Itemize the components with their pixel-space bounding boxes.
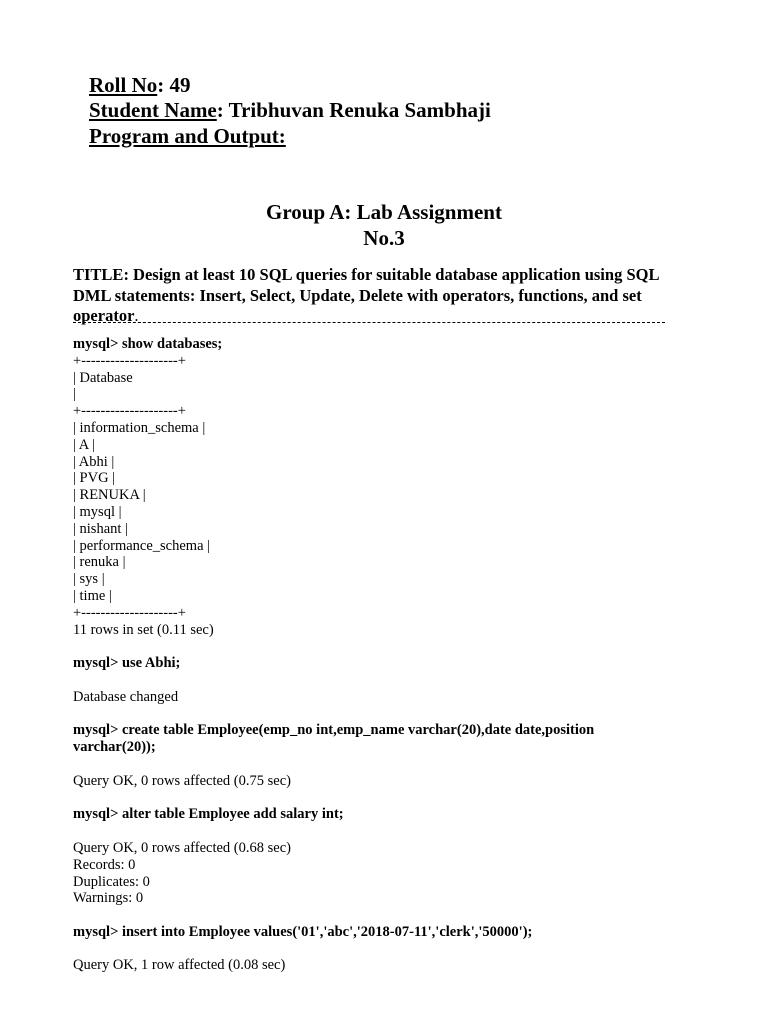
title-text: TITLE: Design at least 10 SQL queries for suitable database application using SQL DML statements: Insert, Select, Update, Delete with operators, functions, and set operator xyxy=(73,265,659,325)
table-row: | sys | xyxy=(73,571,105,588)
show-databases-command: mysql> show databases; xyxy=(73,336,223,352)
create-table-command-cont: varchar(20)); xyxy=(73,739,156,756)
assignment-heading-line1: Group A: Lab Assignment xyxy=(266,200,502,224)
insert-command: mysql> insert into Employee values('01','abc','2018-07-11','clerk','50000'); xyxy=(73,923,533,940)
program-output-line xyxy=(89,124,286,149)
student-name-line xyxy=(89,98,491,123)
table-border-mid: +--------------------+ xyxy=(73,403,186,420)
table-row: | A | xyxy=(73,436,95,453)
dashed-separator xyxy=(73,322,665,323)
warnings-count: Warnings: 0 xyxy=(73,890,144,907)
create-table-result: Query OK, 0 rows affected (0.75 sec) xyxy=(73,772,291,789)
table-row: | mysql | xyxy=(73,503,122,520)
table-row: | Abhi | xyxy=(73,453,115,470)
create-table-command: mysql> create table Employee(emp_no int,emp_name varchar(20),date date,position xyxy=(73,722,595,739)
table-row: | performance_schema | xyxy=(73,537,211,554)
table-row: | RENUKA | xyxy=(73,487,146,504)
alter-table-result: Query OK, 0 rows affected (0.68 sec) xyxy=(73,839,291,856)
use-database-command: mysql> use Abhi; xyxy=(73,655,181,672)
assignment-heading-line2: No.3 xyxy=(363,226,405,250)
table-row: | time | xyxy=(73,587,112,604)
table-column-header: | Database xyxy=(73,369,133,386)
roll-number-label: Roll No xyxy=(89,73,158,97)
table-border-bottom: +--------------------+ xyxy=(73,604,186,621)
records-count: Records: 0 xyxy=(73,856,136,873)
roll-number-value: : 49 xyxy=(157,73,191,97)
table-border-top: +--------------------+ xyxy=(73,352,186,369)
table-row: | information_schema | xyxy=(73,419,206,436)
rows-in-set-result: 11 rows in set (0.11 sec) xyxy=(73,621,214,638)
table-row: | nishant | xyxy=(73,520,128,537)
table-column-header-pipe: | xyxy=(73,386,76,403)
student-name-label: Student Name xyxy=(89,98,217,122)
table-row: | renuka | xyxy=(73,554,126,571)
duplicates-count: Duplicates: 0 xyxy=(73,873,150,890)
roll-number-line xyxy=(89,73,191,98)
database-changed-result: Database changed xyxy=(73,688,179,705)
insert-result: Query OK, 1 row affected (0.08 sec) xyxy=(73,957,286,974)
alter-table-command: mysql> alter table Employee add salary int; xyxy=(73,806,344,823)
table-row: | PVG | xyxy=(73,470,116,487)
program-output-label: Program and Output: xyxy=(89,124,286,148)
mysql-session xyxy=(73,336,594,974)
assignment-title xyxy=(73,265,673,327)
title-period: . xyxy=(134,306,139,325)
student-name-value: : Tribhuvan Renuka Sambhaji xyxy=(216,98,491,122)
